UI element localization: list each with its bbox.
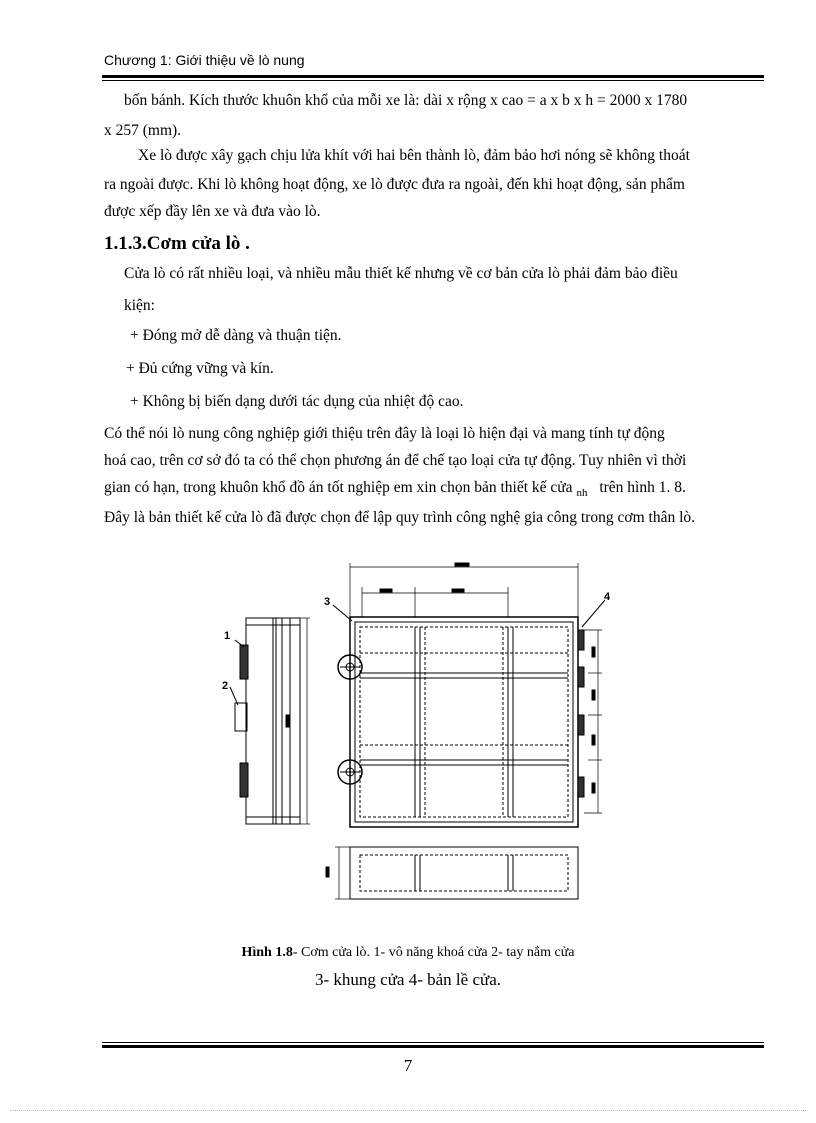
- body-line-10: [104, 478, 686, 503]
- latch-top: [240, 645, 248, 679]
- figure-caption: [0, 945, 816, 961]
- body-line-10-b: trên hình 1. 8.: [599, 479, 686, 496]
- body-line-11: Đây là bản thiết kế cửa lò đã được chọn để lập quy trình công nghệ gia công trong cơm thân lò.: [104, 509, 696, 526]
- body-line-4: ra ngoài được. Khi lò không hoạt động, xe lò được đưa ra ngoài, đến khi hoạt động, sản phẩm: [104, 176, 685, 193]
- section-number: 1.1.3.: [104, 233, 147, 254]
- hinge-4: [578, 777, 584, 797]
- body-line-3: Xe lò được xây gạch chịu lửa khít với hai bên thành lò, đảm bảo hơi nóng sẽ không thoát: [138, 147, 690, 164]
- bullet-1: + Đóng mở dễ dàng và thuận tiện.: [130, 327, 342, 344]
- body-line-9: hoá cao, trên cơ sở đó ta có thể chọn phương án để chế tạo loại cửa tự động. Tuy nhiên vì thời: [104, 452, 687, 469]
- body-line-8: Có thể nói lò nung công nghiệp giới thiệu trên đây là loại lò hiện đại và mang tính tự động: [104, 425, 665, 442]
- page-header: Chương 1: Giới thiệu về lò nung: [104, 52, 305, 68]
- hinge-3: [578, 715, 584, 735]
- frame-outer: [350, 617, 578, 827]
- footer-rule-thin: [102, 1042, 764, 1043]
- figure-label-2: 2: [222, 680, 229, 692]
- door-drawing: [210, 555, 630, 925]
- figure-caption-rest: - Cơm cửa lò. 1- vô năng khoá cửa 2- tay nắm cửa: [292, 945, 575, 960]
- body-line-7: kiện:: [124, 297, 155, 314]
- figure-label-3: 3: [324, 596, 331, 608]
- bullet-2: + Đủ cứng vững và kín.: [126, 360, 274, 377]
- figure-label-1: 1: [224, 630, 231, 642]
- body-line-6: Cửa lò có rất nhiều loại, và nhiều mẫu thiết kế nhưng về cơ bản cửa lò phải đảm bảo điều: [124, 265, 678, 282]
- figure-caption-line-2: 3- khung cửa 4- bản lề cửa.: [315, 970, 501, 989]
- header-rule-thin: [102, 80, 764, 81]
- side-handle: [235, 703, 247, 731]
- page-bottom-dots: [10, 1110, 806, 1111]
- section-heading: [104, 233, 250, 255]
- figure-label-4: 4: [604, 591, 611, 603]
- body-line-2: x 257 (mm).: [104, 122, 182, 139]
- page-number: 7: [403, 1056, 413, 1075]
- hinge-1: [578, 630, 584, 650]
- section-title: Cơm cửa lò .: [146, 233, 250, 254]
- bullet-3: + Không bị biến dạng dưới tác dụng của nhiệt độ cao.: [130, 393, 464, 410]
- body-line-1: bốn bánh. Kích thước khuôn khổ của mỗi xe là: dài x rộng x cao = a x b x h = 2000 x 1780: [124, 92, 688, 109]
- subscript-nh: nh: [576, 487, 588, 499]
- footer-rule-thick: [102, 1045, 764, 1048]
- header-rule-thick: [102, 75, 764, 78]
- body-line-5: được xếp đầy lên xe và đưa vào lò.: [104, 203, 321, 220]
- hinge-2: [578, 667, 584, 687]
- body-line-10-a: gian có hạn, trong khuôn khổ đồ án tốt nghiệp em xin chọn bản thiết kế cửa: [104, 479, 573, 496]
- latch-bottom: [240, 763, 248, 797]
- figure-caption-bold: Hình 1.8: [241, 945, 293, 960]
